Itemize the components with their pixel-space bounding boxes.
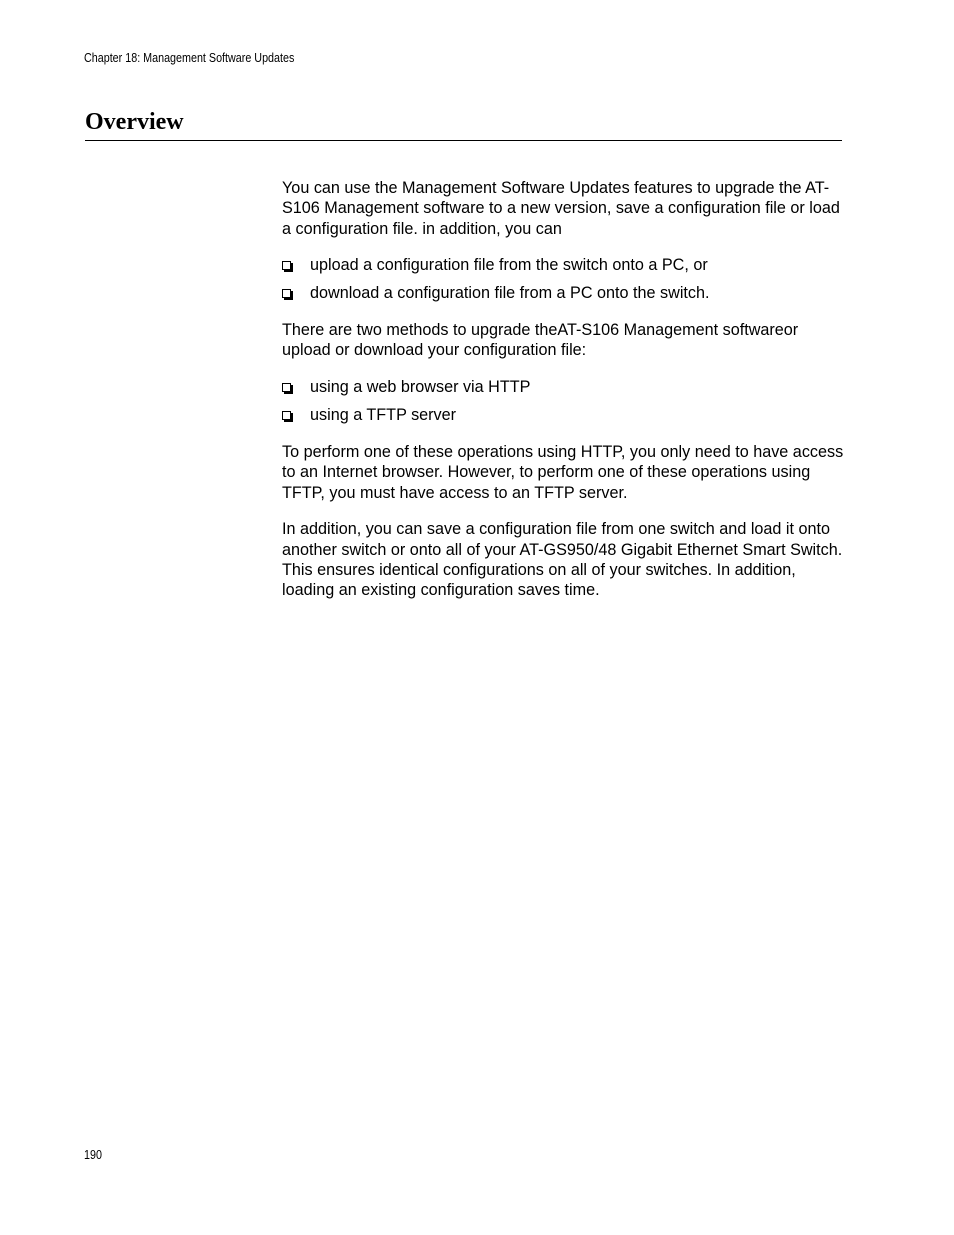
- list-item-text: download a configuration file from a PC onto the switch.: [310, 284, 710, 303]
- section-title: Overview: [85, 109, 184, 135]
- list-item: [282, 377, 847, 397]
- http-tftp-paragraph: To perform one of these operations using HTTP, you only need to have access to an Internet browser. However, to perform one of these operations using TFTP, you must have access to an TFTP server.: [282, 443, 844, 502]
- box-bullet-icon: [282, 261, 291, 270]
- bullet-list-methods: [282, 377, 847, 425]
- list-item: [282, 283, 847, 303]
- box-bullet-icon: [282, 411, 291, 420]
- box-bullet-icon: [282, 289, 291, 298]
- list-item-text: using a TFTP server: [310, 406, 457, 425]
- list-item-text: using a web browser via HTTP: [310, 378, 531, 397]
- page-number: 190: [84, 1148, 102, 1162]
- body-text: [282, 178, 847, 617]
- methods-paragraph: There are two methods to upgrade theAT-S106 Management softwareor upload or download your configuration file:: [282, 321, 799, 360]
- box-bullet-icon: [282, 383, 291, 392]
- title-rule: [85, 140, 842, 141]
- list-item: [282, 405, 847, 425]
- running-header: Chapter 18: Management Software Updates: [84, 51, 295, 65]
- list-item-text: upload a configuration file from the switch onto a PC, or: [310, 256, 708, 275]
- list-item: [282, 255, 847, 275]
- intro-paragraph: You can use the Management Software Updates features to upgrade the AT-S106 Management software to a new version, save a configuration file or load a configuration file. in addition, you can: [282, 179, 840, 238]
- addition-paragraph: In addition, you can save a configuration file from one switch and load it onto another switch or onto all of your AT-GS950/48 Gigabit Ethernet Smart Switch. This ensures identical configurations on all of your switches. In addition, loading an existing configuration saves time.: [282, 520, 843, 600]
- bullet-list-actions: [282, 255, 847, 303]
